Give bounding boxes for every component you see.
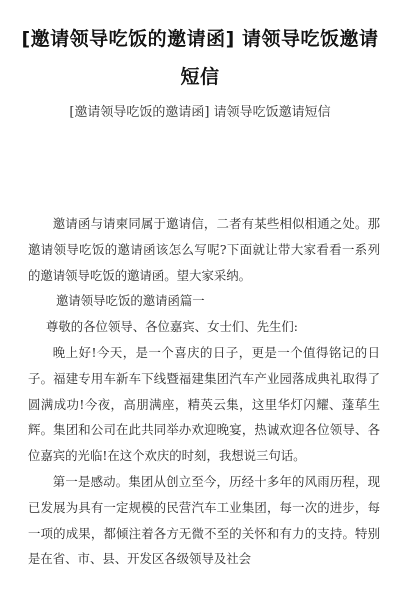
- article-body: [28, 211, 380, 572]
- greeting-line: 尊敬的各位领导、各位嘉宾、女士们、先生们:: [46, 319, 298, 335]
- page-title: [邀请领导吃饭的邀请函] 请领导吃饭邀请短信: [21, 28, 379, 88]
- section-heading: 邀请领导吃饭的邀请函篇一: [56, 293, 205, 309]
- body-paragraph-1: 晚上好!今天，是一个喜庆的日子，更是一个值得铭记的日子。福建专用车新车下线暨福建集团汽车产业园落成典礼取得了圆满成功!今夜，高朋满座，精英云集，这里华灯闪耀、蓬荜生辉。集团和公司在此共同举办欢迎晚宴，热诚欢迎各位领导、各位嘉宾的光临!在这个欢庆的时刻，我想说三句话。: [28, 344, 380, 464]
- intro-paragraph: 邀请函与请柬同属于邀请信，二者有某些相似相通之处。那邀请领导吃饭的邀请函该怎么写呢?下面就让带大家看看一系列的邀请领导吃饭的邀请函。望大家采纳。: [28, 216, 380, 283]
- page-subtitle: [邀请领导吃饭的邀请函] 请领导吃饭邀请短信: [69, 105, 331, 120]
- body-paragraph-2: 第一是感动。集团从创立至今，历经十多年的风雨历程，现已发展为具有一定规模的民营汽车工业集团，每一次的进步，每一项的成果，都倾注着各方无微不至的关怀和有力的支持。特别是在省、市、县、开发区各级领导及社会: [28, 473, 380, 567]
